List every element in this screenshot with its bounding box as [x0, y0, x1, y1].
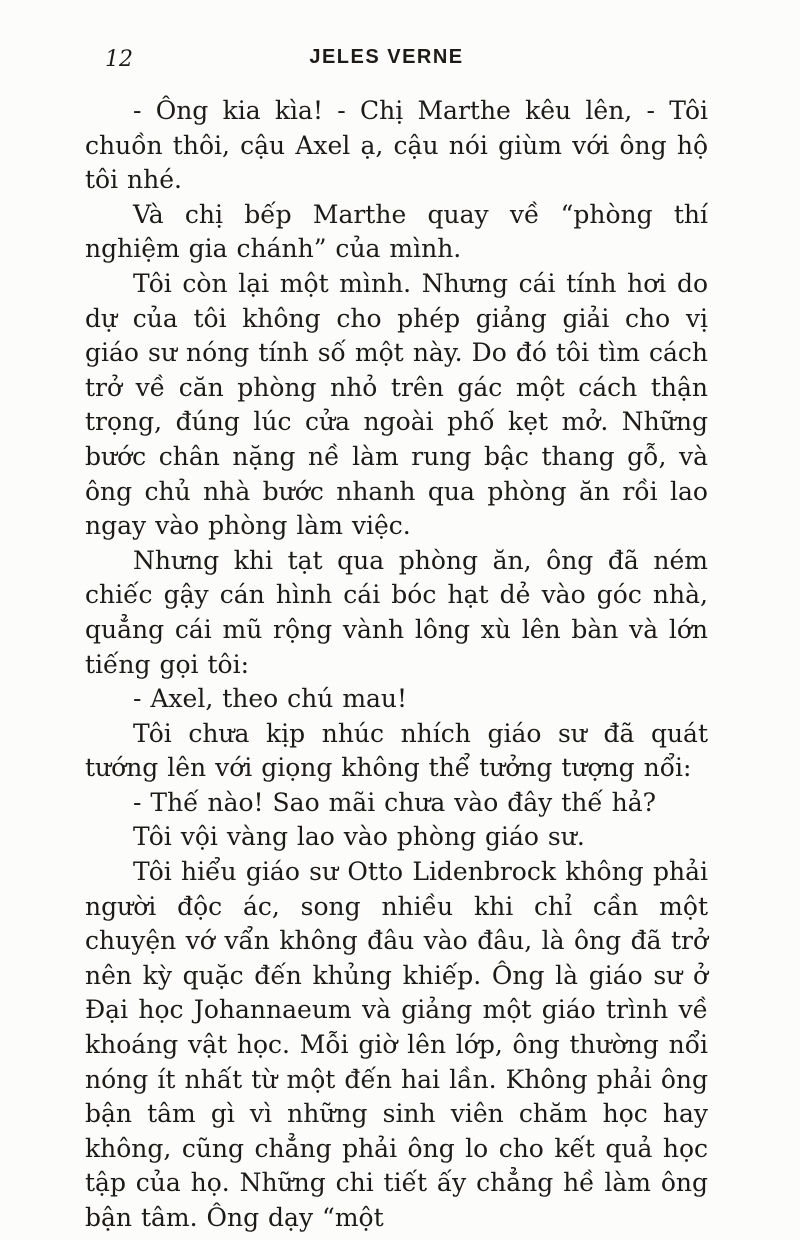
paragraph: Tôi còn lại một mình. Nhưng cái tính hơi do dự của tôi không cho phép giảng giải cho vị giáo sư nóng tính số một này. Do đó tôi tìm cách trở về căn phòng nhỏ trên gác một cách thận trọng, đúng lúc cửa ngoài phố kẹt mở. Những bước chân nặng nề làm rung bậc thang gỗ, và ông chủ nhà bước nhanh qua phòng ăn rồi lao ngay vào phòng làm việc.: [85, 268, 708, 541]
running-title: JELES VERNE: [309, 46, 464, 68]
paragraph: Nhưng khi tạt qua phòng ăn, ông đã ném chiếc gậy cán hình cái bóc hạt dẻ vào góc nhà, quẳng cái mũ rộng vành lông xù lên bàn và lớn tiếng gọi tôi:: [85, 545, 708, 679]
page-number: 12: [105, 47, 133, 72]
paragraph: Tôi chưa kịp nhúc nhích giáo sư đã quát tướng lên với giọng không thể tưởng tượng nổi:: [85, 718, 708, 783]
paragraph: Tôi hiểu giáo sư Otto Lidenbrock không phải người độc ác, song nhiều khi chỉ cần một chuyện vớ vẩn không đâu vào đâu, là ông đã trở nên kỳ quặc đến khủng khiếp. Ông là giáo sư ở Đại học Johannaeum và giảng một giáo trình về khoáng vật học. Mỗi giờ lên lớp, ông thường nổi nóng ít nhất từ một đến hai lần. Không phải ông bận tâm gì vì những sinh viên chăm học hay không, cũng chẳng phải ông lo cho kết quả học tập của họ. Những chi tiết ấy chẳng hề làm ông bận tâm. Ông dạy “một: [85, 857, 708, 1232]
paragraph: - Ông kia kìa! - Chị Marthe kêu lên, - Tôi chuồn thôi, cậu Axel ạ, cậu nói giùm với ông hộ tôi nhé.: [85, 96, 708, 195]
paragraph: - Thế nào! Sao mãi chưa vào đây thế hả?: [133, 787, 657, 817]
paragraph: Và chị bếp Marthe quay về “phòng thí nghiệm gia chánh” của mình.: [85, 199, 708, 264]
page-body: [85, 94, 708, 1236]
paragraph: Tôi vội vàng lao vào phòng giáo sư.: [133, 822, 585, 852]
paragraph: - Axel, theo chú mau!: [133, 684, 408, 714]
page-header: [85, 46, 708, 76]
